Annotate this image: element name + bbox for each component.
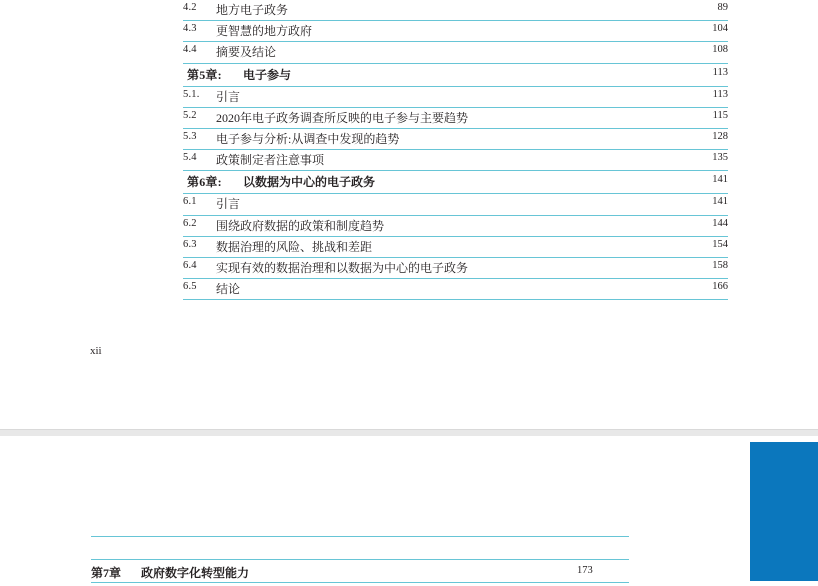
toc-page-number: 113 [712,66,728,78]
toc-section-title: 更智慧的地方政府 [216,24,313,39]
toc-section-number: 6.1 [183,196,197,208]
toc-section-title: 政策制定者注意事项 [216,153,325,168]
toc-page-number: 154 [712,238,728,250]
toc-section-title: 2020年电子政务调查所反映的电子参与主要趋势 [216,110,469,125]
toc-section-title: 摘要及结论 [216,45,277,60]
toc-chapter-row[interactable] [183,64,728,87]
toc-chapter-title: 政府数字化转型能力 [141,566,250,580]
toc-row[interactable] [183,21,728,42]
toc-chapter-row[interactable] [183,171,728,194]
toc-section-title: 电子参与分析:从调查中发现的趋势 [216,131,400,146]
divider-rule [91,582,629,583]
toc-section-number: 4.4 [183,44,197,56]
toc-chapter-number: 第7章 [91,566,122,580]
toc-section-number: 第6章: [187,175,222,190]
toc-page-number: 108 [712,44,728,56]
toc-page-number: 113 [712,88,728,100]
toc-section-title: 以数据为中心的电子政务 [243,175,376,190]
toc-section-title: 结论 [216,282,241,297]
toc-section-title: 地方电子政务 [216,3,289,17]
toc-row[interactable] [183,150,728,171]
toc-section-number: 5.1. [183,88,200,100]
toc-entry-chapter-7[interactable] [91,564,629,582]
toc-page-number: 135 [712,152,728,164]
toc-section-number: 4.3 [183,23,197,35]
toc-section-number: 6.3 [183,238,197,250]
chapter-color-tab [750,442,818,581]
toc-row[interactable] [183,87,728,108]
toc-row[interactable] [183,194,728,215]
toc-page-number: 166 [712,281,728,293]
toc-section-number: 4.2 [183,2,197,13]
toc-section-number: 6.4 [183,259,197,271]
toc-row[interactable] [183,129,728,150]
toc-section-number: 5.3 [183,130,197,142]
divider-rule [91,559,629,560]
toc-page-number: 115 [712,109,728,121]
toc-row[interactable] [183,108,728,129]
toc-section-number: 5.2 [183,109,197,121]
page-folio: xii [90,345,102,357]
document-page-2 [0,436,818,586]
toc-row[interactable] [183,42,728,63]
toc-section-title: 电子参与 [243,67,292,82]
toc-page-number: 141 [712,196,728,208]
toc-section-number: 5.4 [183,152,197,164]
toc-page-number: 128 [712,130,728,142]
toc-section-title: 围绕政府数据的政策和制度趋势 [216,218,385,233]
toc-page-number: 173 [577,565,593,576]
toc-page-number: 104 [712,23,728,35]
toc-page-number: 89 [717,2,728,13]
toc-section-title: 实现有效的数据治理和以数据为中心的电子政务 [216,260,469,275]
toc-row[interactable] [183,216,728,237]
toc-row[interactable] [183,0,728,21]
divider-rule [91,536,629,537]
toc-section-title: 引言 [216,197,241,212]
toc-row[interactable] [183,258,728,279]
toc-section-title: 数据治理的风险、挑战和差距 [216,239,373,254]
table-of-contents [183,0,728,300]
toc-page-number: 144 [712,217,728,229]
toc-page-number: 141 [712,174,728,186]
toc-section-title: 引言 [216,89,241,104]
toc-section-number: 第5章: [187,67,222,82]
toc-row[interactable] [183,279,728,300]
toc-section-number: 6.5 [183,281,197,293]
toc-row[interactable] [183,237,728,258]
toc-section-number: 6.2 [183,217,197,229]
toc-page-number: 158 [712,259,728,271]
